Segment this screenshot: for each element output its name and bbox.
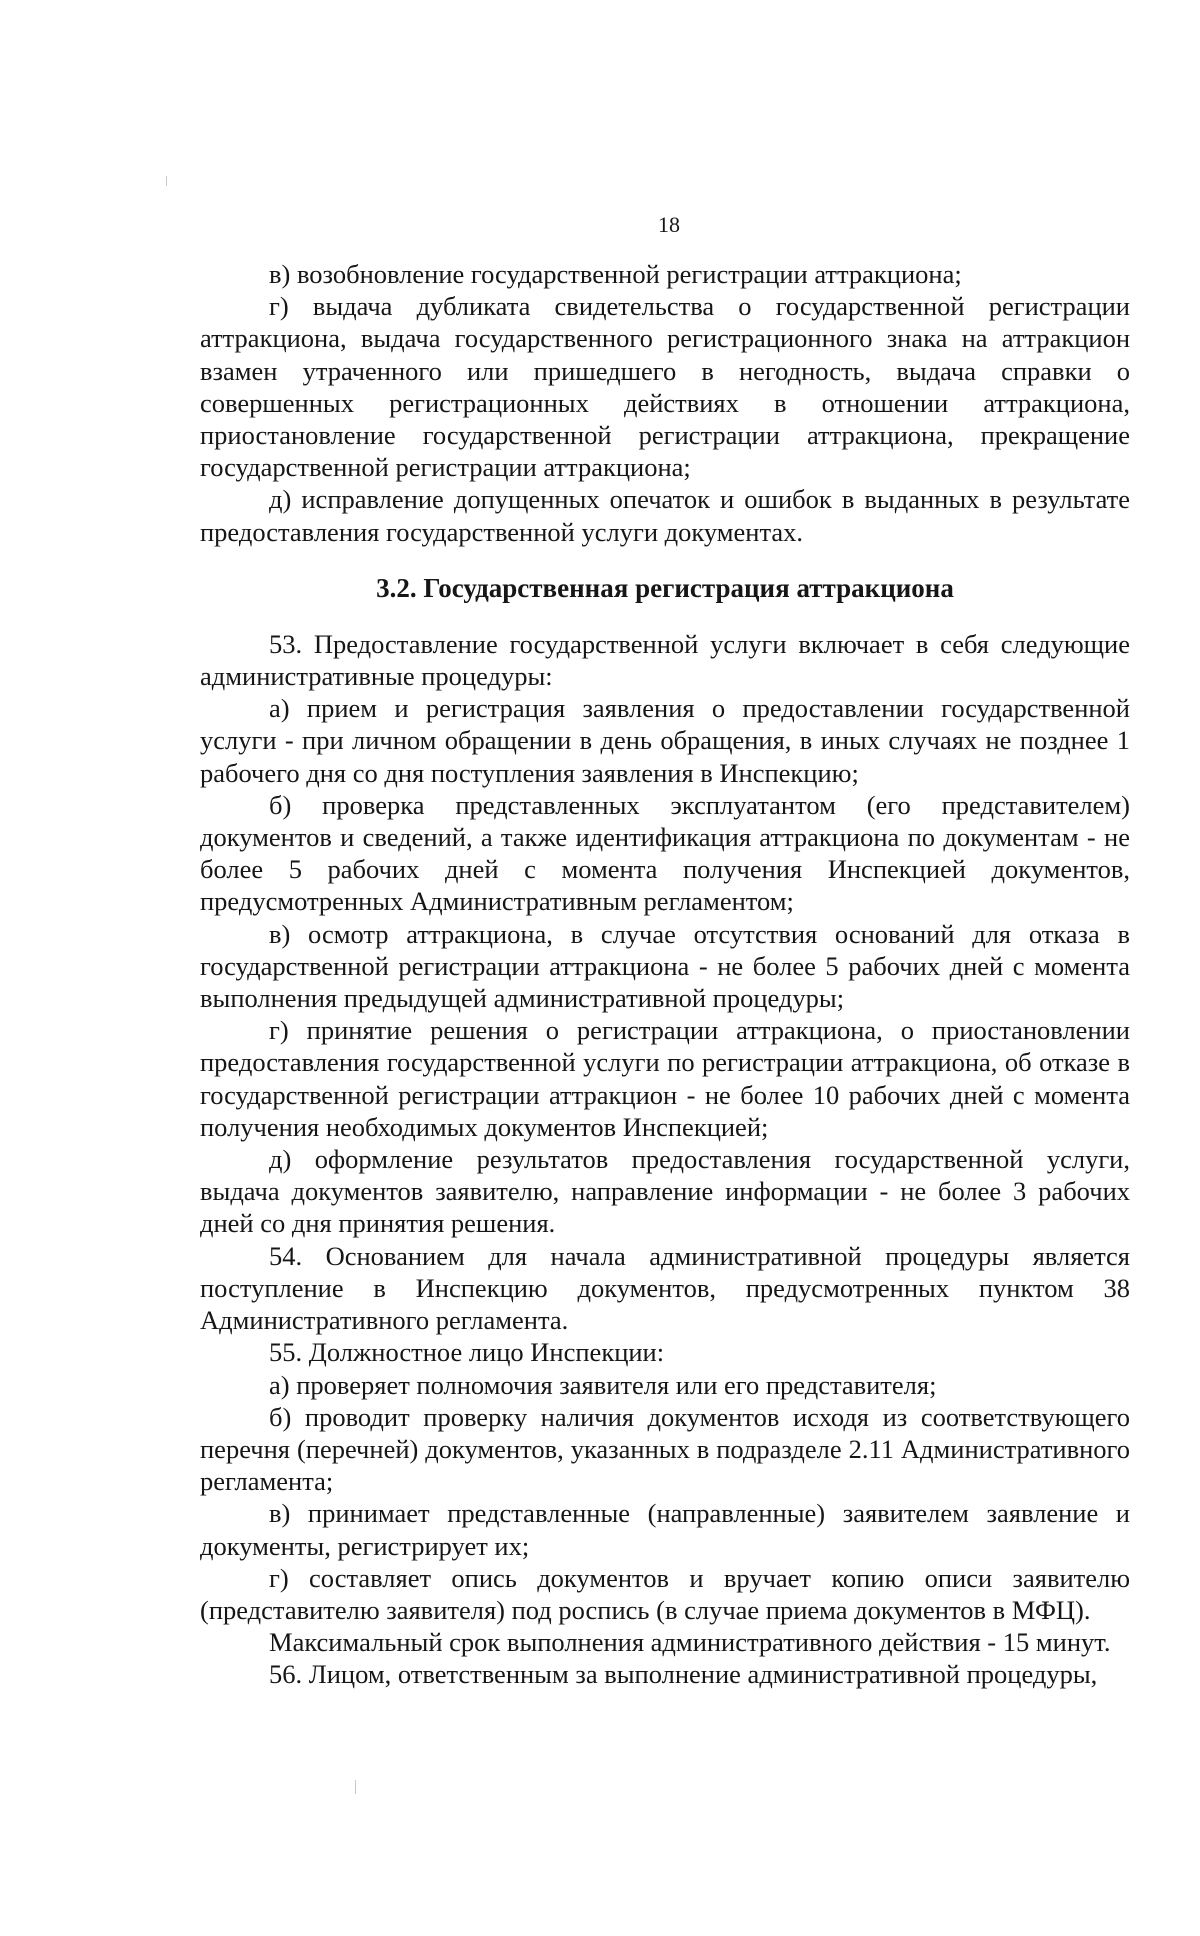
paragraph-56: 56. Лицом, ответственным за выполнение административной процедуры, [269, 1659, 1098, 1690]
paragraph-55-v: в) принимает представленные (направленные) заявителем заявление и документы, регистрирует их; [200, 1498, 1130, 1561]
paragraph-53-v: в) осмотр аттракциона, в случае отсутствия оснований для отказа в государственной регистрации аттракциона - не более 5 рабочих дней с момента выполнения предыдущей административной процедуры; [200, 918, 1130, 1014]
paragraph-53-g: г) принятие решения о регистрации аттракциона, о приостановлении предоставления государственной услуги по регистрации аттракциона, об отказе в государственной регистрации аттракцион - не более 10 рабочих дней с момента получения необходимых документов Инспекцией; [200, 1015, 1130, 1142]
section-heading: 3.2. Государственная регистрация аттракциона [376, 572, 954, 603]
paragraph-item-d-corrections: д) исправление допущенных опечаток и ошибок в выданных в результате предоставления государственной услуги документах. [200, 484, 1130, 547]
paragraph-53-b: б) проверка представленных эксплуатантом (его представителем) документов и сведений, а также идентификация аттракциона по документам - не более 5 рабочих дней с момента получения Инспекцией документов, предусмотренных Административным регламентом; [200, 789, 1130, 917]
paragraph-55-b: б) проводит проверку наличия документов исходя из соответствующего перечня (перечней) документов, указанных в подразделе 2.11 Административного регламента; [200, 1401, 1130, 1497]
paragraph-max-duration: Максимальный срок выполнения административного действия - 15 минут. [269, 1627, 1111, 1658]
paragraph-54: 54. Основанием для начала административной процедуры является поступление в Инспекцию документов, предусмотренных пунктом 38 Административного регламента. [200, 1240, 1130, 1336]
paragraph-55-a: а) проверяет полномочия заявителя или его представителя; [269, 1369, 937, 1400]
scan-mark-bottom [355, 1780, 356, 1794]
document-body [200, 258, 1130, 1691]
paragraph-53-d: д) оформление результатов предоставления государственной услуги, выдача документов заявителю, направление информации - не более 3 рабочих дней со дня принятия решения. [200, 1144, 1130, 1239]
paragraph-53: 53. Предоставление государственной услуги включает в себя следующие административные процедуры: [200, 628, 1130, 692]
scan-mark-top [166, 176, 167, 186]
paragraph-55-g: г) составляет опись документов и вручает копию описи заявителю (представителю заявителя) под роспись (в случае приема документов в МФЦ). [200, 1562, 1130, 1625]
paragraph-53-a: а) прием и регистрация заявления о предоставлении государственной услуги - при личном обращении в день обращения, в иных случаях не позднее 1 рабочего дня со дня поступления заявления в Инспекцию; [200, 693, 1130, 788]
page-number: 18 [658, 212, 680, 237]
paragraph-item-g-duplicate: г) выдача дубликата свидетельства о государственной регистрации аттракциона, выдача государственного регистрационного знака на аттракцион взамен утраченного или пришедшего в негодность, выдача справки о совершенных регистрационных действиях в отношении аттракциона, приостановление государственной регистрации аттракциона, прекращение государственной регистрации аттракциона; [200, 291, 1130, 483]
paragraph-item-v-resumption: в) возобновление государственной регистрации аттракциона; [269, 259, 962, 289]
paragraph-55: 55. Должностное лицо Инспекции: [269, 1337, 665, 1368]
